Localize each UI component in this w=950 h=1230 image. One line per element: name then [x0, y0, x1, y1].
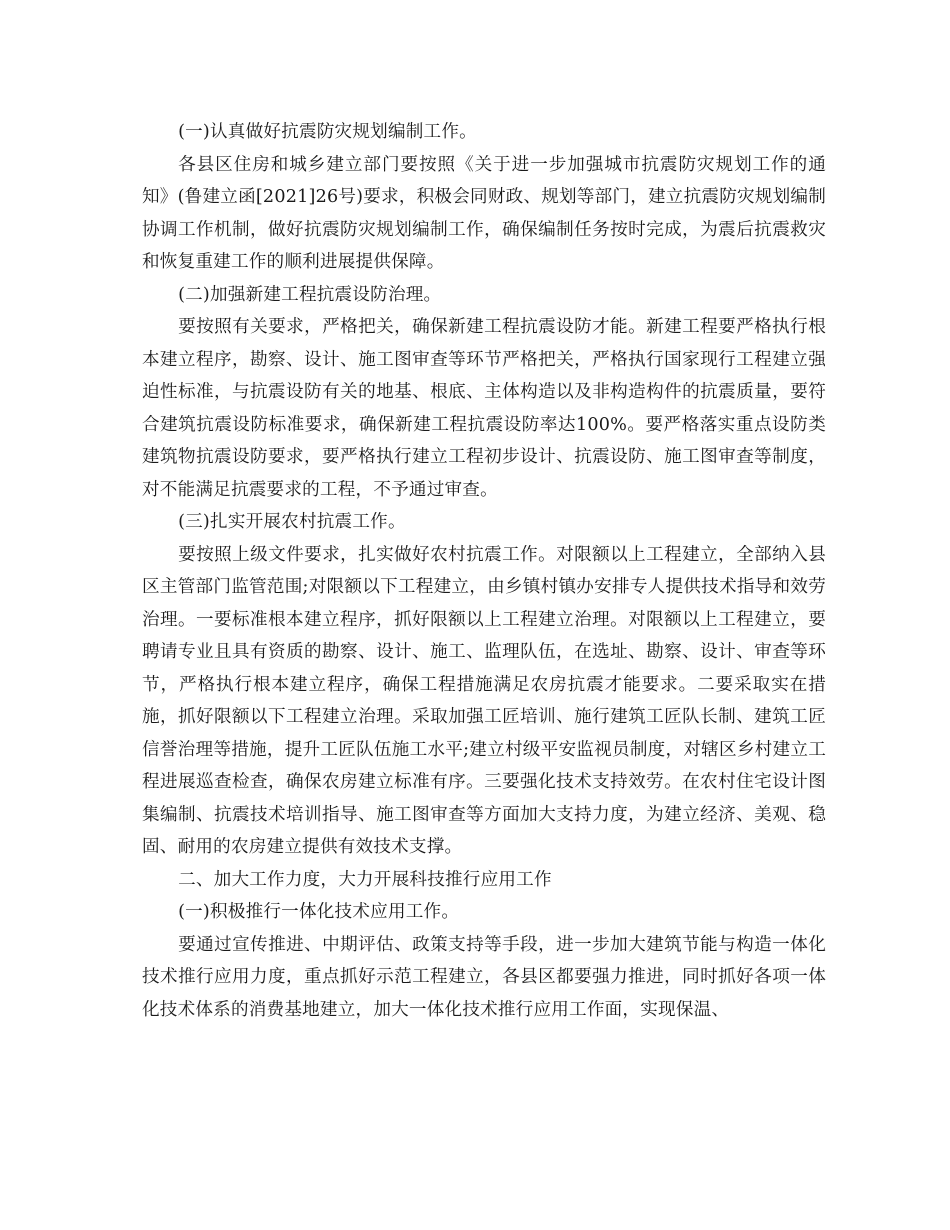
paragraph-1: 各县区住房和城乡建立部门要按照《关于进一步加强城市抗震防灾规划工作的通知》(鲁建立函[2021]26号)要求，积极会同财政、规划等部门，建立抗震防灾规划编制协调工作机制，做好抗震防灾规划编制工作，确保编制任务按时完成，为震后抗震救灾和恢复重建工作的顺利进展提供保障。: [142, 154, 826, 272]
chapter-heading-2: 二、加大工作力度，大力开展科技推行应用工作: [178, 869, 552, 890]
paragraph-2: 要按照有关要求，严格把关，确保新建工程抗震设防才能。新建工程要严格执行根本建立程序，勘察、设计、施工图审查等环节严格把关，严格执行国家现行工程建立强迫性标准，与抗震设防有关的地基、根底、主体构造以及非构造构件的抗震质量，要符合建筑抗震设防标准要求，确保新建工程抗震设防率达100%。要严格落实重点设防类建筑物抗震设防要求，要严格执行建立工程初步设计、抗震设防、施工图审查等制度，对不能满足抗震要求的工程，不予通过审查。: [142, 317, 826, 500]
paragraph-3: 要按照上级文件要求，扎实做好农村抗震工作。对限额以上工程建立，全部纳入县区主管部门监管范围;对限额以下工程建立，由乡镇村镇办安排专人提供技术指导和效劳治理。一要标准根本建立程序，抓好限额以上工程建立治理。对限额以上工程建立，要聘请专业且具有资质的勘察、设计、施工、监理队伍，在选址、勘察、设计、审查等环节，严格执行根本建立程序，确保工程措施满足农房抗震才能要求。二要采取实在措施，抓好限额以下工程建立治理。采取加强工匠培训、施行建筑工匠队长制、建筑工匠信誉治理等措施，提升工匠队伍施工水平;建立村级平安监视员制度，对辖区乡村建立工程进展巡查检查，确保农房建立标准有序。三要强化技术支持效劳。在农村住宅设计图集编制、抗震技术培训指导、施工图审查等方面加大支持力度，为建立经济、美观、稳固、耐用的农房建立提供有效技术支撑。: [142, 544, 826, 857]
section-heading-3: (三)扎实开展农村抗震工作。: [178, 512, 406, 532]
section-heading-4: (一)积极推行一体化技术应用工作。: [178, 902, 460, 922]
document-body: [142, 116, 826, 1026]
paragraph-4: 要通过宣传推进、中期评估、政策支持等手段，进一步加大建筑节能与构造一体化技术推行应用力度，重点抓好示范工程建立，各县区都要强力推进，同时抓好各项一体化技术体系的消费基地建立，加大一体化技术推行应用工作面，实现保温、: [142, 934, 826, 1020]
section-heading-1: (一)认真做好抗震防灾规划编制工作。: [178, 122, 477, 142]
section-heading-2: (二)加强新建工程抗震设防治理。: [178, 284, 442, 305]
